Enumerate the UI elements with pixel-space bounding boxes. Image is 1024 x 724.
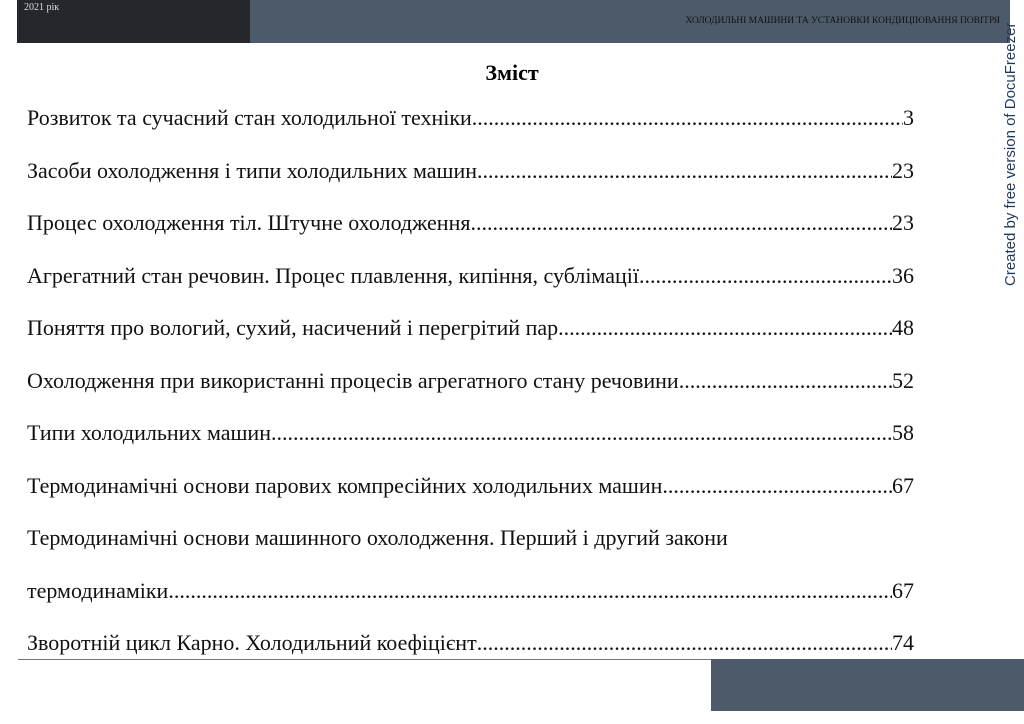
- toc-entry-title: Зворотній цикл Карно. Холодильний коефіцієнт: [27, 630, 477, 655]
- toc-entry-title: Агрегатний стан речовин. Процес плавлення, кипіння, сублімації: [27, 262, 639, 288]
- toc-entry-page: 3: [903, 105, 914, 130]
- toc-list: [27, 103, 914, 681]
- toc-entry[interactable]: [27, 313, 914, 366]
- toc-entry-title: Процес охолодження тіл. Штучне охолодження.: [27, 210, 476, 235]
- toc-entry-page: 23: [892, 210, 914, 235]
- dot-leader: [639, 261, 892, 291]
- toc-entry-page: 58: [892, 420, 914, 445]
- toc-entry-page: 48: [892, 315, 914, 340]
- toc-entry-title: Розвиток та сучасний стан холодильної техніки: [27, 105, 472, 130]
- toc-entry-title: Термодинамічні основи машинного охолодження. Перший і другий закони: [27, 525, 728, 550]
- toc-entry-page: 67: [892, 577, 914, 603]
- toc-entry-page: 23: [892, 157, 914, 183]
- toc-entry[interactable]: [27, 366, 914, 419]
- toc-entry-title-cont: термодинаміки: [27, 577, 169, 603]
- toc-entry[interactable]: [27, 103, 914, 156]
- dot-leader: [168, 576, 892, 606]
- toc-title: Зміст: [485, 60, 539, 85]
- header-title: ХОЛОДИЛЬНІ МАШИНИ ТА УСТАНОВКИ КОНДИЦІЮВАННЯ ПОВІТРЯ: [685, 16, 1000, 26]
- toc-entry[interactable]: [27, 261, 914, 314]
- toc-entry-title: Типи холодильних машин.: [27, 420, 277, 445]
- dot-leader: [472, 103, 903, 133]
- dot-leader: [684, 366, 892, 396]
- footer-slate-block: [711, 659, 1024, 711]
- watermark: Created by free version of DocuFreezer: [1002, 22, 1019, 286]
- toc-entry-page: 74: [892, 630, 914, 655]
- toc-entry[interactable]: [27, 208, 914, 261]
- dot-leader: [476, 208, 892, 238]
- toc-entry-title: Засоби охолодження і типи холодильних машин: [27, 157, 478, 183]
- header-year: 2021 рік: [24, 2, 60, 13]
- toc-entry-title: Термодинамічні основи парових компресійних холодильних машин: [27, 472, 663, 498]
- toc-entry-page: 52: [892, 367, 914, 393]
- toc-entry-title: Поняття про вологий, сухий, насичений і перегрітий пар.: [27, 315, 564, 340]
- toc-entry[interactable]: [27, 523, 914, 628]
- dot-leader: [662, 471, 892, 501]
- dot-leader: [276, 418, 892, 448]
- toc-entry[interactable]: [27, 471, 914, 524]
- toc-entry-page: 36: [892, 262, 914, 288]
- dot-leader: [564, 313, 892, 343]
- toc-entry[interactable]: [27, 418, 914, 471]
- dot-leader: [477, 156, 892, 186]
- toc-entry[interactable]: [27, 156, 914, 209]
- dot-leader: [477, 628, 892, 658]
- toc-entry-title: Охолодження при використанні процесів агрегатного стану речовини.: [27, 367, 685, 393]
- toc-entry-page: 67: [892, 472, 914, 498]
